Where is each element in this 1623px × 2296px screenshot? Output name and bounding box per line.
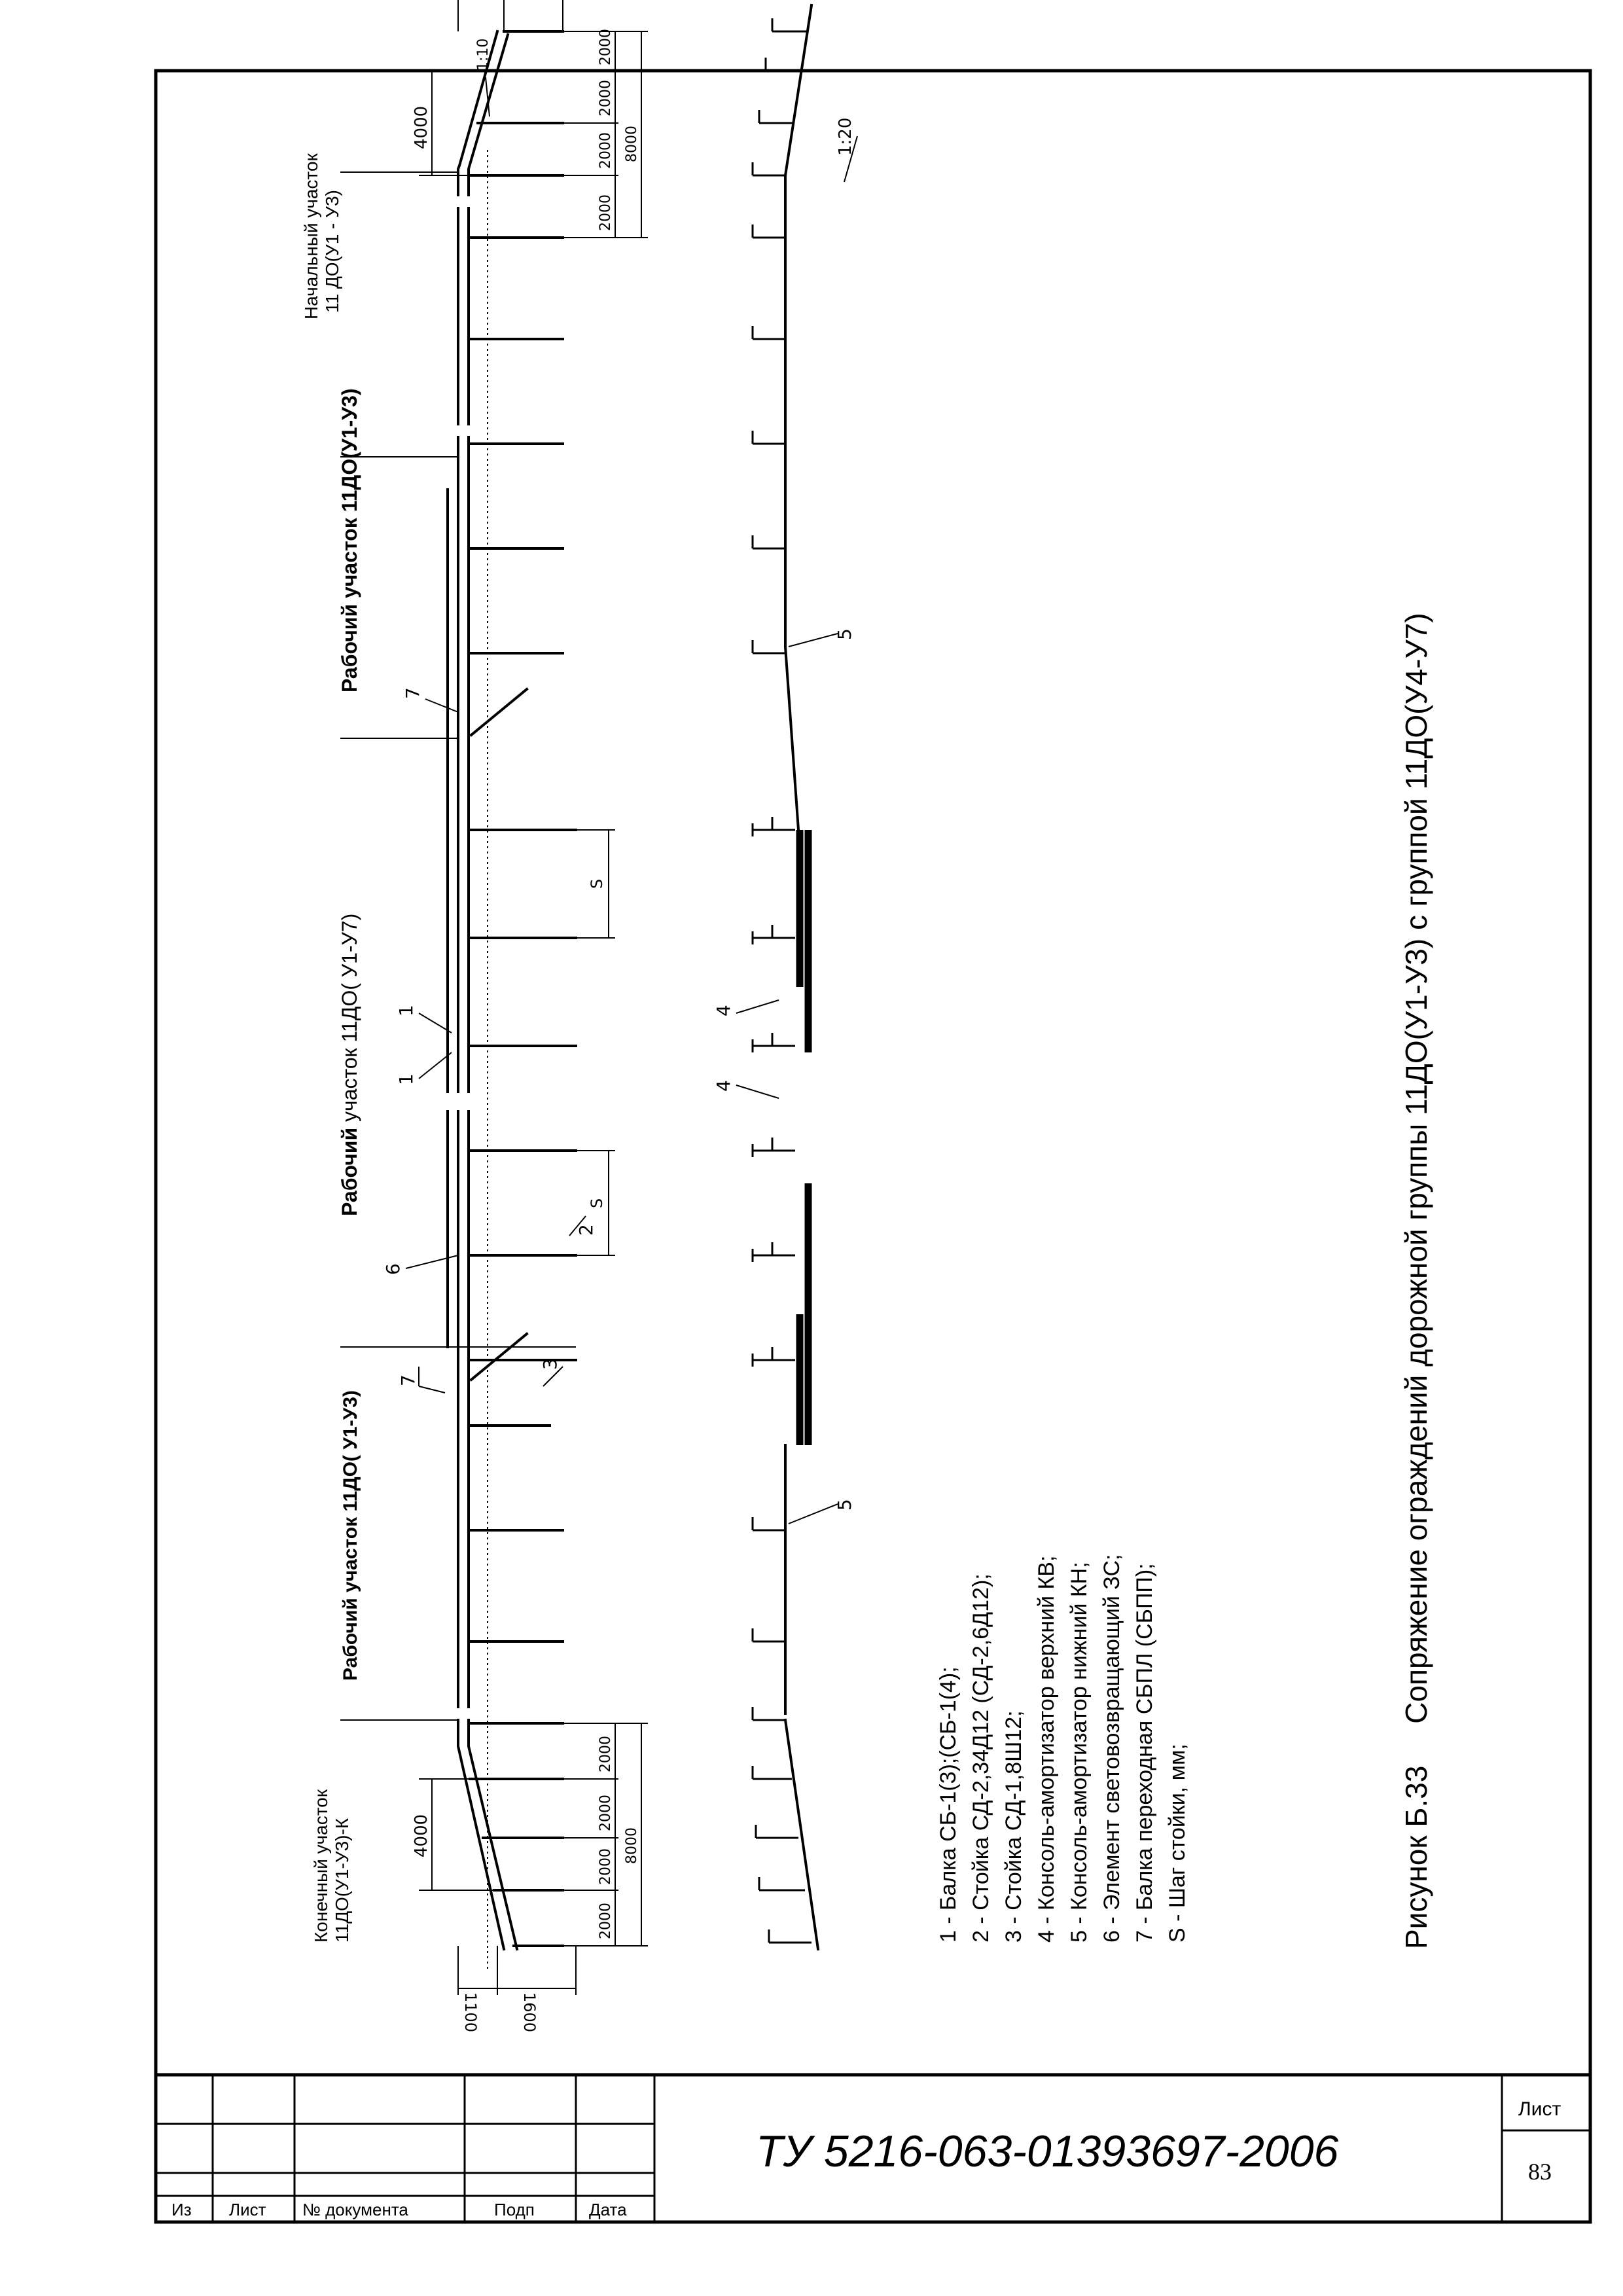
callout-7-right: 7 (402, 687, 423, 699)
legend-item-1: 1 - Балка СБ-1(3);(СБ-1(4); (936, 1666, 961, 1943)
ratio-1-20: 1:20 (836, 117, 855, 156)
legend-item-7: 7 - Балка переходная СБПЛ (СБПП); (1132, 1563, 1157, 1943)
dim-1100: 1100 (461, 1992, 480, 2033)
transition-beam-left (471, 1334, 527, 1380)
callout-1-b: 1 (395, 1005, 417, 1016)
legend (936, 1554, 1190, 1943)
callout-2: 2 (575, 1224, 597, 1236)
section-titles (301, 152, 361, 1943)
dim-8000-start: 8000 (624, 126, 640, 162)
section-work-left: Рабочий участок 11ДО( У1-У3) (340, 1390, 361, 1681)
callout-5-a: 5 (834, 1499, 855, 1511)
start-dimensions (412, 29, 648, 238)
callout-6: 6 (382, 1263, 404, 1275)
plan-callouts (382, 687, 597, 1393)
elevation-view (713, 5, 857, 1949)
dim-4000-end: 4000 (412, 1814, 431, 1857)
legend-item-4: 4 - Консоль-амортизатор верхний КВ; (1034, 1555, 1059, 1943)
dim-4000-start: 4000 (412, 105, 431, 149)
end-dimensions (412, 1723, 648, 1946)
callout-4-a: 4 (713, 1080, 734, 1092)
transition-beam-right (471, 689, 527, 735)
section-end-2: 11ДО(У1-У3)-К (332, 1818, 352, 1943)
base-line-end (785, 1720, 818, 1949)
legend-item-6: 6 - Элемент световозвращающий ЗС; (1099, 1554, 1124, 1943)
dim-2000-a: 2000 (597, 1903, 614, 1939)
title-block (156, 2075, 1590, 2222)
document-code: ТУ 5216-063-01393697-2006 (756, 2126, 1339, 2176)
tb-col-iz: Из (171, 2200, 192, 2219)
dim-1070 (509, 0, 527, 1)
section-work-mid: Рабочий участок 11ДО( У1-У7) (338, 913, 361, 1216)
tb-col-doc: № документа (302, 2200, 408, 2219)
dim-2000-h: 2000 (597, 29, 614, 65)
figure-caption: Рисунок Б.33 Сопряжение ограждений дорожной группы 11ДО(У1-У3) с группой 11ДО(У4-У7) (1399, 613, 1433, 1949)
callout-5-b: 5 (834, 628, 855, 640)
callout-7-left: 7 (397, 1374, 419, 1386)
ratio-1-10: 1:10 (475, 38, 491, 71)
posts (469, 31, 576, 1946)
step-s-b: S (588, 878, 606, 889)
dim-2000-c: 2000 (597, 1795, 614, 1831)
legend-item-5: 5 - Консоль-амортизатор нижний КН; (1067, 1562, 1092, 1943)
dim-2000-g: 2000 (597, 80, 614, 117)
dim-2000-f: 2000 (597, 132, 614, 169)
legend-item-8: S - Шаг стойки, мм; (1165, 1744, 1190, 1943)
callout-3: 3 (539, 1358, 561, 1370)
callout-4-b: 4 (713, 1005, 734, 1016)
tb-col-data: Дата (589, 2200, 627, 2219)
outer-frame (156, 71, 1590, 2222)
section-work-right: Рабочий участок 11ДО(У1-У3) (338, 388, 361, 692)
offset-dims-start (458, 0, 563, 31)
section-end-1: Конечный участок (311, 1789, 331, 1943)
offset-dims-end (458, 1946, 576, 2032)
tb-col-list: Лист (229, 2200, 266, 2219)
plan-view (301, 0, 648, 2032)
dim-2000-b: 2000 (597, 1848, 614, 1885)
dim-2000-e: 2000 (597, 194, 614, 231)
tb-col-podp: Подп (494, 2200, 535, 2219)
step-s-a: S (588, 1198, 606, 1208)
legend-item-2: 2 - Стойка СД-2,34Д12 (СД-2,6Д12); (969, 1573, 993, 1943)
dim-1600: 1600 (520, 1992, 539, 2033)
step-dims (576, 830, 615, 1255)
section-start-2: 11 ДО(У1 - У3) (322, 190, 342, 313)
legend-item-3: 3 - Стойка СД-1,8Ш12; (1001, 1710, 1026, 1943)
dim-8000-end: 8000 (624, 1827, 640, 1864)
sheet-number: 83 (1528, 2159, 1552, 2185)
callout-1-a: 1 (395, 1073, 417, 1085)
section-start-1: Начальный участок (301, 153, 321, 319)
rotated-drawing (301, 0, 1433, 2032)
dim-2000-d: 2000 (597, 1736, 614, 1772)
beam (448, 31, 517, 1949)
sheet-label: Лист (1518, 2098, 1561, 2120)
